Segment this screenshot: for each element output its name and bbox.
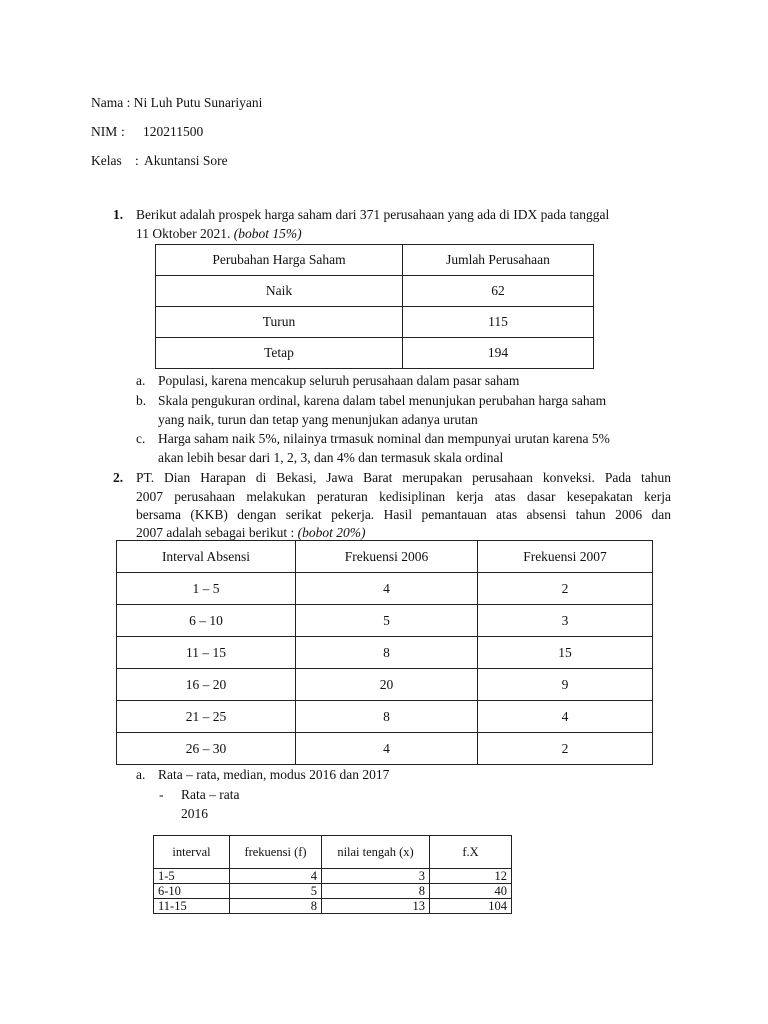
q2-table: [116, 540, 653, 765]
table-header-row: [154, 836, 512, 869]
table-cell: 21 – 25: [117, 701, 296, 733]
table-cell: 16 – 20: [117, 669, 296, 701]
table-row: [154, 899, 512, 914]
table-header-cell: nilai tengah (x): [322, 836, 430, 869]
table-cell: 15: [478, 637, 653, 669]
q1-answer-c-line1: Harga saham naik 5%, nilainya trmasuk nominal dan mempunyai urutan karena 5%: [158, 431, 610, 446]
table-row: [154, 884, 512, 899]
table-header-cell: Frekuensi 2007: [478, 541, 653, 573]
table-cell: 6 – 10: [117, 605, 296, 637]
table-cell: 11 – 15: [117, 637, 296, 669]
table-cell: 2: [478, 733, 653, 765]
q2-sub-a-marker: a.: [136, 767, 146, 782]
table-cell: 4: [296, 573, 478, 605]
nama-value: Ni Luh Putu Sunariyani: [133, 95, 263, 110]
table-cell: 8: [230, 899, 322, 914]
table-row: [154, 869, 512, 884]
table-header-cell: interval: [154, 836, 230, 869]
q1-text-line1: Berikut adalah prospek harga saham dari 371 perusahaan yang ada di IDX pada tanggal: [136, 207, 610, 222]
table-header-cell: Perubahan Harga Saham: [156, 245, 403, 276]
table-cell: 104: [430, 899, 512, 914]
table-cell: 5: [296, 605, 478, 637]
table-header-cell: frekuensi (f): [230, 836, 322, 869]
table-cell: 1-5: [154, 869, 230, 884]
q2-text-line1: PT. Dian Harapan di Bekasi, Jawa Barat merupakan perusahaan konveksi. Pada tahun: [136, 470, 671, 485]
table-cell: 4: [478, 701, 653, 733]
table-header-row: [117, 541, 653, 573]
kelas-label: Kelas: [91, 153, 122, 168]
table-cell: 5: [230, 884, 322, 899]
q1-answer-b-line2: yang naik, turun dan tetap yang menunjukan adanya urutan: [158, 412, 478, 427]
table-cell: Naik: [156, 276, 403, 307]
table-row: [117, 605, 653, 637]
table-cell: 3: [322, 869, 430, 884]
year-label: 2016: [181, 806, 208, 821]
table-cell: 115: [403, 307, 594, 338]
q1-text-line2: [136, 226, 302, 242]
nim-value: 120211500: [143, 124, 204, 139]
q1-number: 1.: [113, 207, 124, 222]
q1-weight: (bobot 15%): [233, 226, 302, 241]
table-cell: 8: [296, 701, 478, 733]
q1-answer-c-line2: akan lebih besar dari 1, 2, 3, dan 4% dan termasuk skala ordinal: [158, 450, 504, 465]
q2-text-line2: 2007 perusahaan melakukan peraturan kedisiplinan kerja atas dasar kesepakatan kerja: [136, 489, 671, 504]
dash-marker: -: [159, 787, 164, 802]
q2-weight: (bobot 20%): [297, 525, 366, 540]
q1-answer-b-marker: b.: [136, 393, 147, 408]
table-cell: 2: [478, 573, 653, 605]
nim-label: NIM: [91, 124, 118, 139]
table-cell: 11-15: [154, 899, 230, 914]
q1-answer-b-line1: Skala pengukuran ordinal, karena dalam tabel menunjukan perubahan harga saham: [158, 393, 607, 408]
q2-text-line4-body: 2007 adalah sebagai berikut :: [136, 525, 295, 540]
table-cell: 1 – 5: [117, 573, 296, 605]
table-cell: 13: [322, 899, 430, 914]
nama-separator: :: [126, 95, 134, 110]
nama-label: Nama: [91, 95, 124, 110]
table-header-cell: Frekuensi 2006: [296, 541, 478, 573]
q1-text-line2-body: 11 Oktober 2021.: [136, 226, 231, 241]
table-cell: 4: [230, 869, 322, 884]
q2-text-line4: [136, 525, 365, 541]
table-header-cell: Jumlah Perusahaan: [403, 245, 594, 276]
table-cell: Tetap: [156, 338, 403, 369]
table-row: [117, 701, 653, 733]
q1-answer-a-marker: a.: [136, 373, 146, 388]
kelas-line: [91, 153, 228, 169]
table-cell: 194: [403, 338, 594, 369]
table-cell: 20: [296, 669, 478, 701]
q2-number: 2.: [113, 470, 124, 485]
q1-answer-c-marker: c.: [136, 431, 146, 446]
table-row: [156, 307, 594, 338]
q2-sub-a-text: Rata – rata, median, modus 2016 dan 2017: [158, 767, 390, 782]
calc-table: [153, 835, 512, 914]
q2-text-line3: bersama (KKB) dengan serikat pekerja. Hasil pemantauan atas absensi tahun 2006 dan: [136, 507, 671, 522]
table-header-cell: f.X: [430, 836, 512, 869]
table-cell: 9: [478, 669, 653, 701]
rata-label: Rata – rata: [181, 787, 240, 802]
table-cell: Turun: [156, 307, 403, 338]
table-cell: 62: [403, 276, 594, 307]
table-row: [156, 276, 594, 307]
table-cell: 4: [296, 733, 478, 765]
table-header-cell: Interval Absensi: [117, 541, 296, 573]
kelas-value: Akuntansi Sore: [144, 153, 228, 168]
nim-separator: :: [121, 124, 125, 139]
table-cell: 26 – 30: [117, 733, 296, 765]
table-row: [117, 573, 653, 605]
nim-line: [91, 124, 204, 140]
q1-answer-a-line1: Populasi, karena mencakup seluruh perusahaan dalam pasar saham: [158, 373, 520, 388]
nama-line: [91, 95, 262, 111]
table-cell: 8: [322, 884, 430, 899]
table-cell: 8: [296, 637, 478, 669]
table-cell: 12: [430, 869, 512, 884]
table-header-row: [156, 245, 594, 276]
q1-table: [155, 244, 594, 369]
kelas-separator: :: [135, 153, 139, 168]
table-cell: 40: [430, 884, 512, 899]
table-cell: 6-10: [154, 884, 230, 899]
table-cell: 3: [478, 605, 653, 637]
table-row: [117, 637, 653, 669]
table-row: [117, 733, 653, 765]
table-row: [117, 669, 653, 701]
table-row: [156, 338, 594, 369]
